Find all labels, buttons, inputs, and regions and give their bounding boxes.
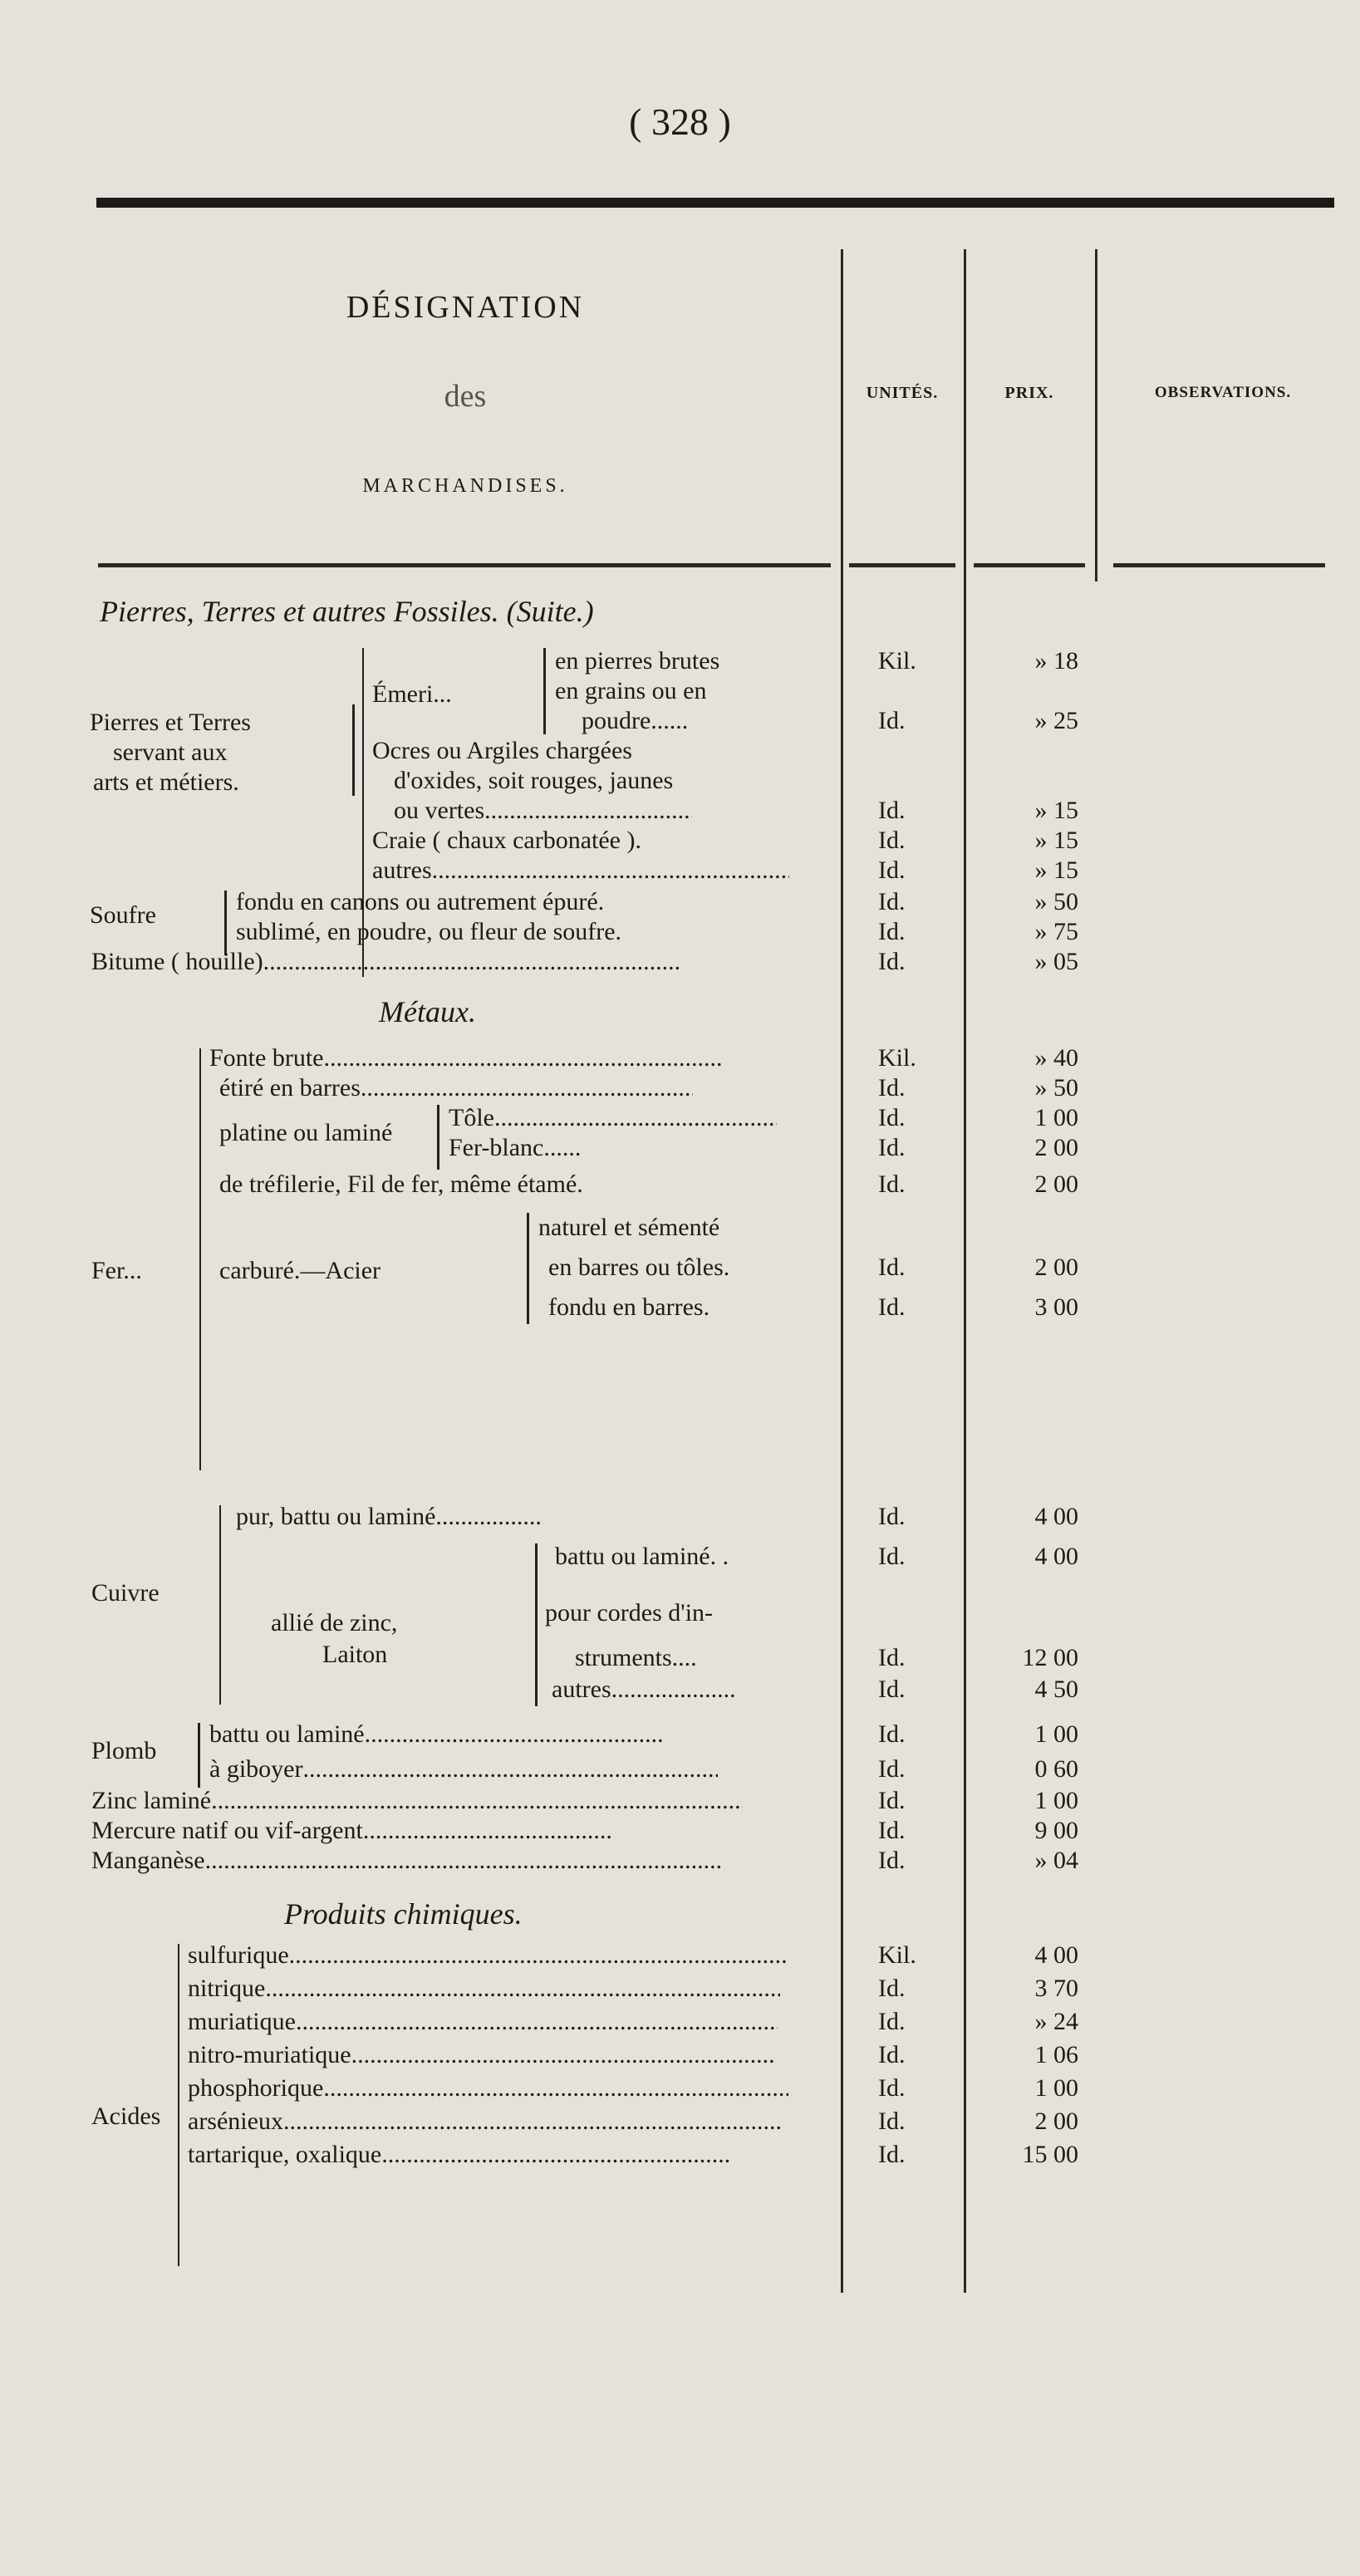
unit-cell: Kil. xyxy=(878,647,916,675)
price-cell: » 05 xyxy=(1034,948,1078,975)
price-cell: 12 00 xyxy=(1022,1644,1078,1671)
unit-cell: Id. xyxy=(878,1644,906,1671)
unit-cell: Id. xyxy=(878,1787,906,1814)
price-cell: » 50 xyxy=(1034,1074,1078,1102)
item-label: naturel et sémenté xyxy=(538,1214,720,1241)
header-prix: PRIX. xyxy=(1004,384,1054,402)
header-designation: DÉSIGNATION xyxy=(346,290,585,325)
unit-cell: Id. xyxy=(878,948,906,975)
column-divider xyxy=(841,249,843,2293)
price-cell: » 18 xyxy=(1034,647,1078,675)
unit-cell: Id. xyxy=(878,1503,906,1530)
item-label: autres..... xyxy=(552,1675,736,1705)
group-label: Fer... xyxy=(91,1257,142,1284)
unit-cell: Id. xyxy=(878,888,906,915)
price-cell: 4 50 xyxy=(1034,1676,1078,1703)
item-label: muriatique..... xyxy=(188,2007,778,2037)
group-label: servant aux xyxy=(113,738,228,766)
item-label: fondu en canons ou autrement épuré. xyxy=(236,888,605,915)
unit-cell: Id. xyxy=(878,1254,906,1281)
unit-cell: Id. xyxy=(878,1170,906,1198)
item-label: arsénieux..... xyxy=(188,2107,782,2137)
item-label: pour cordes d'in- xyxy=(545,1599,714,1627)
item-label: Fer-blanc...... xyxy=(449,1134,582,1161)
unit-cell: Id. xyxy=(878,1847,906,1874)
price-cell: 2 00 xyxy=(1034,1254,1078,1281)
header-des: des xyxy=(444,379,487,414)
price-cell: 4 00 xyxy=(1034,1503,1078,1530)
item-label: Fonte brute..... xyxy=(209,1043,722,1073)
unit-cell: Id. xyxy=(878,2141,906,2168)
price-cell: » 75 xyxy=(1034,918,1078,945)
price-cell: 2 00 xyxy=(1034,2107,1078,2135)
price-cell: 3 70 xyxy=(1034,1975,1078,2002)
price-cell: » 15 xyxy=(1034,797,1078,824)
price-cell: 3 00 xyxy=(1034,1293,1078,1321)
unit-cell: Id. xyxy=(878,827,906,854)
item-label: Manganèse..... xyxy=(91,1846,720,1876)
item-label: Craie ( chaux carbonatée ). xyxy=(372,827,641,854)
price-cell: 2 00 xyxy=(1034,1134,1078,1161)
item-label: Ocres ou Argiles chargées xyxy=(372,737,632,764)
price-cell: 0 60 xyxy=(1034,1755,1078,1783)
price-cell: 1 00 xyxy=(1034,1787,1078,1814)
price-cell: 1 00 xyxy=(1034,1104,1078,1131)
price-cell: » 24 xyxy=(1034,2008,1078,2035)
item-label: en grains ou en xyxy=(555,677,707,704)
unit-cell: Id. xyxy=(878,1104,906,1131)
item-label: sulfurique..... xyxy=(188,1941,788,1970)
item-label: phosphorique..... xyxy=(188,2073,788,2103)
unit-cell: Id. xyxy=(878,1293,906,1321)
item-label: étiré en barres..... xyxy=(219,1073,693,1103)
brace xyxy=(543,648,546,734)
group-label: platine ou laminé xyxy=(219,1119,393,1146)
header-marchandises: MARCHANDISES. xyxy=(362,475,568,497)
price-cell: 15 00 xyxy=(1022,2141,1078,2168)
brace xyxy=(224,891,227,955)
price-cell: 1 06 xyxy=(1034,2041,1078,2068)
group-label: allié de zinc, xyxy=(271,1609,398,1636)
item-label: Mercure natif ou vif-argent..... xyxy=(91,1816,612,1846)
price-cell: » 15 xyxy=(1034,827,1078,854)
unit-cell: Id. xyxy=(878,1543,906,1570)
price-cell: 2 00 xyxy=(1034,1170,1078,1198)
unit-cell: Id. xyxy=(878,2107,906,2135)
unit-cell: Id. xyxy=(878,2041,906,2068)
page-number: ( 328 ) xyxy=(629,101,731,143)
price-cell: 9 00 xyxy=(1034,1817,1078,1844)
brace xyxy=(437,1105,439,1170)
brace xyxy=(178,1944,179,2266)
unit-cell: Id. xyxy=(878,1676,906,1703)
header-rule xyxy=(1113,563,1325,567)
item-label: nitrique..... xyxy=(188,1974,780,2004)
brace xyxy=(352,704,355,796)
group-label: Émeri... xyxy=(372,680,452,708)
unit-cell: Id. xyxy=(878,797,906,824)
item-label: autres..... xyxy=(372,856,789,886)
item-label: ou vertes..... xyxy=(394,796,692,826)
price-cell: » 50 xyxy=(1034,888,1078,915)
item-label: pur, battu ou laminé..... xyxy=(236,1502,543,1532)
unit-cell: Id. xyxy=(878,1720,906,1748)
item-label: Tôle..... xyxy=(449,1103,777,1133)
header-rule xyxy=(849,563,955,567)
price-cell: » 25 xyxy=(1034,707,1078,734)
price-cell: » 15 xyxy=(1034,856,1078,884)
item-label: nitro-muriatique..... xyxy=(188,2040,775,2070)
header-rule xyxy=(974,563,1085,567)
item-label: battu ou laminé..... xyxy=(209,1720,664,1749)
group-label: Laiton xyxy=(322,1641,388,1668)
header-observations: OBSERVATIONS. xyxy=(1154,384,1292,401)
item-label: fondu en barres. xyxy=(548,1293,710,1321)
unit-cell: Id. xyxy=(878,1975,906,2002)
header-unites: UNITÉS. xyxy=(866,384,939,402)
item-label: en barres ou tôles. xyxy=(548,1254,730,1281)
section-title-metaux: Métaux. xyxy=(379,995,476,1028)
group-label: Soufre xyxy=(90,901,156,929)
section-title-pierres: Pierres, Terres et autres Fossiles. (Suite.) xyxy=(100,595,594,628)
group-label: carburé.—Acier xyxy=(219,1257,381,1284)
group-label: Plomb xyxy=(91,1737,157,1764)
item-label: d'oxides, soit rouges, jaunes xyxy=(394,767,674,794)
brace xyxy=(198,1723,200,1788)
top-rule xyxy=(96,198,1334,208)
column-divider xyxy=(1095,249,1097,581)
price-cell: 1 00 xyxy=(1034,1720,1078,1748)
unit-cell: Id. xyxy=(878,2074,906,2102)
item-label: sublimé, en poudre, ou fleur de soufre. xyxy=(236,918,622,945)
group-label: Cuivre xyxy=(91,1579,160,1607)
price-cell: » 40 xyxy=(1034,1044,1078,1072)
unit-cell: Id. xyxy=(878,2008,906,2035)
unit-cell: Kil. xyxy=(878,1941,916,1969)
section-title-produits: Produits chimiques. xyxy=(284,1897,523,1931)
unit-cell: Id. xyxy=(878,918,906,945)
unit-cell: Id. xyxy=(878,856,906,884)
unit-cell: Id. xyxy=(878,1755,906,1783)
brace xyxy=(535,1543,538,1706)
unit-cell: Id. xyxy=(878,1817,906,1844)
unit-cell: Kil. xyxy=(878,1044,916,1072)
item-label: à giboyer..... xyxy=(209,1754,718,1784)
unit-cell: Id. xyxy=(878,707,906,734)
group-label: Acides xyxy=(91,2103,161,2130)
group-label: Pierres et Terres xyxy=(90,709,251,736)
price-cell: 4 00 xyxy=(1034,1543,1078,1570)
group-label: arts et métiers. xyxy=(93,768,239,796)
item-label: en pierres brutes xyxy=(555,647,720,675)
item-label: struments.... xyxy=(575,1644,697,1671)
item-label: Zinc laminé..... xyxy=(91,1786,743,1816)
brace xyxy=(199,1048,201,1470)
item-label: tartarique, oxalique..... xyxy=(188,2140,730,2170)
price-cell: 4 00 xyxy=(1034,1941,1078,1969)
price-cell: 1 00 xyxy=(1034,2074,1078,2102)
brace xyxy=(527,1213,529,1324)
unit-cell: Id. xyxy=(878,1074,906,1102)
header-rule xyxy=(98,563,831,567)
item-label: Bitume ( houille)..... xyxy=(91,947,679,977)
item-label: poudre...... xyxy=(582,707,689,734)
item-label: battu ou laminé. . xyxy=(555,1543,729,1570)
price-cell: » 04 xyxy=(1034,1847,1078,1874)
unit-cell: Id. xyxy=(878,1134,906,1161)
item-label: de tréfilerie, Fil de fer, même étamé. xyxy=(219,1170,583,1198)
brace xyxy=(219,1505,221,1705)
